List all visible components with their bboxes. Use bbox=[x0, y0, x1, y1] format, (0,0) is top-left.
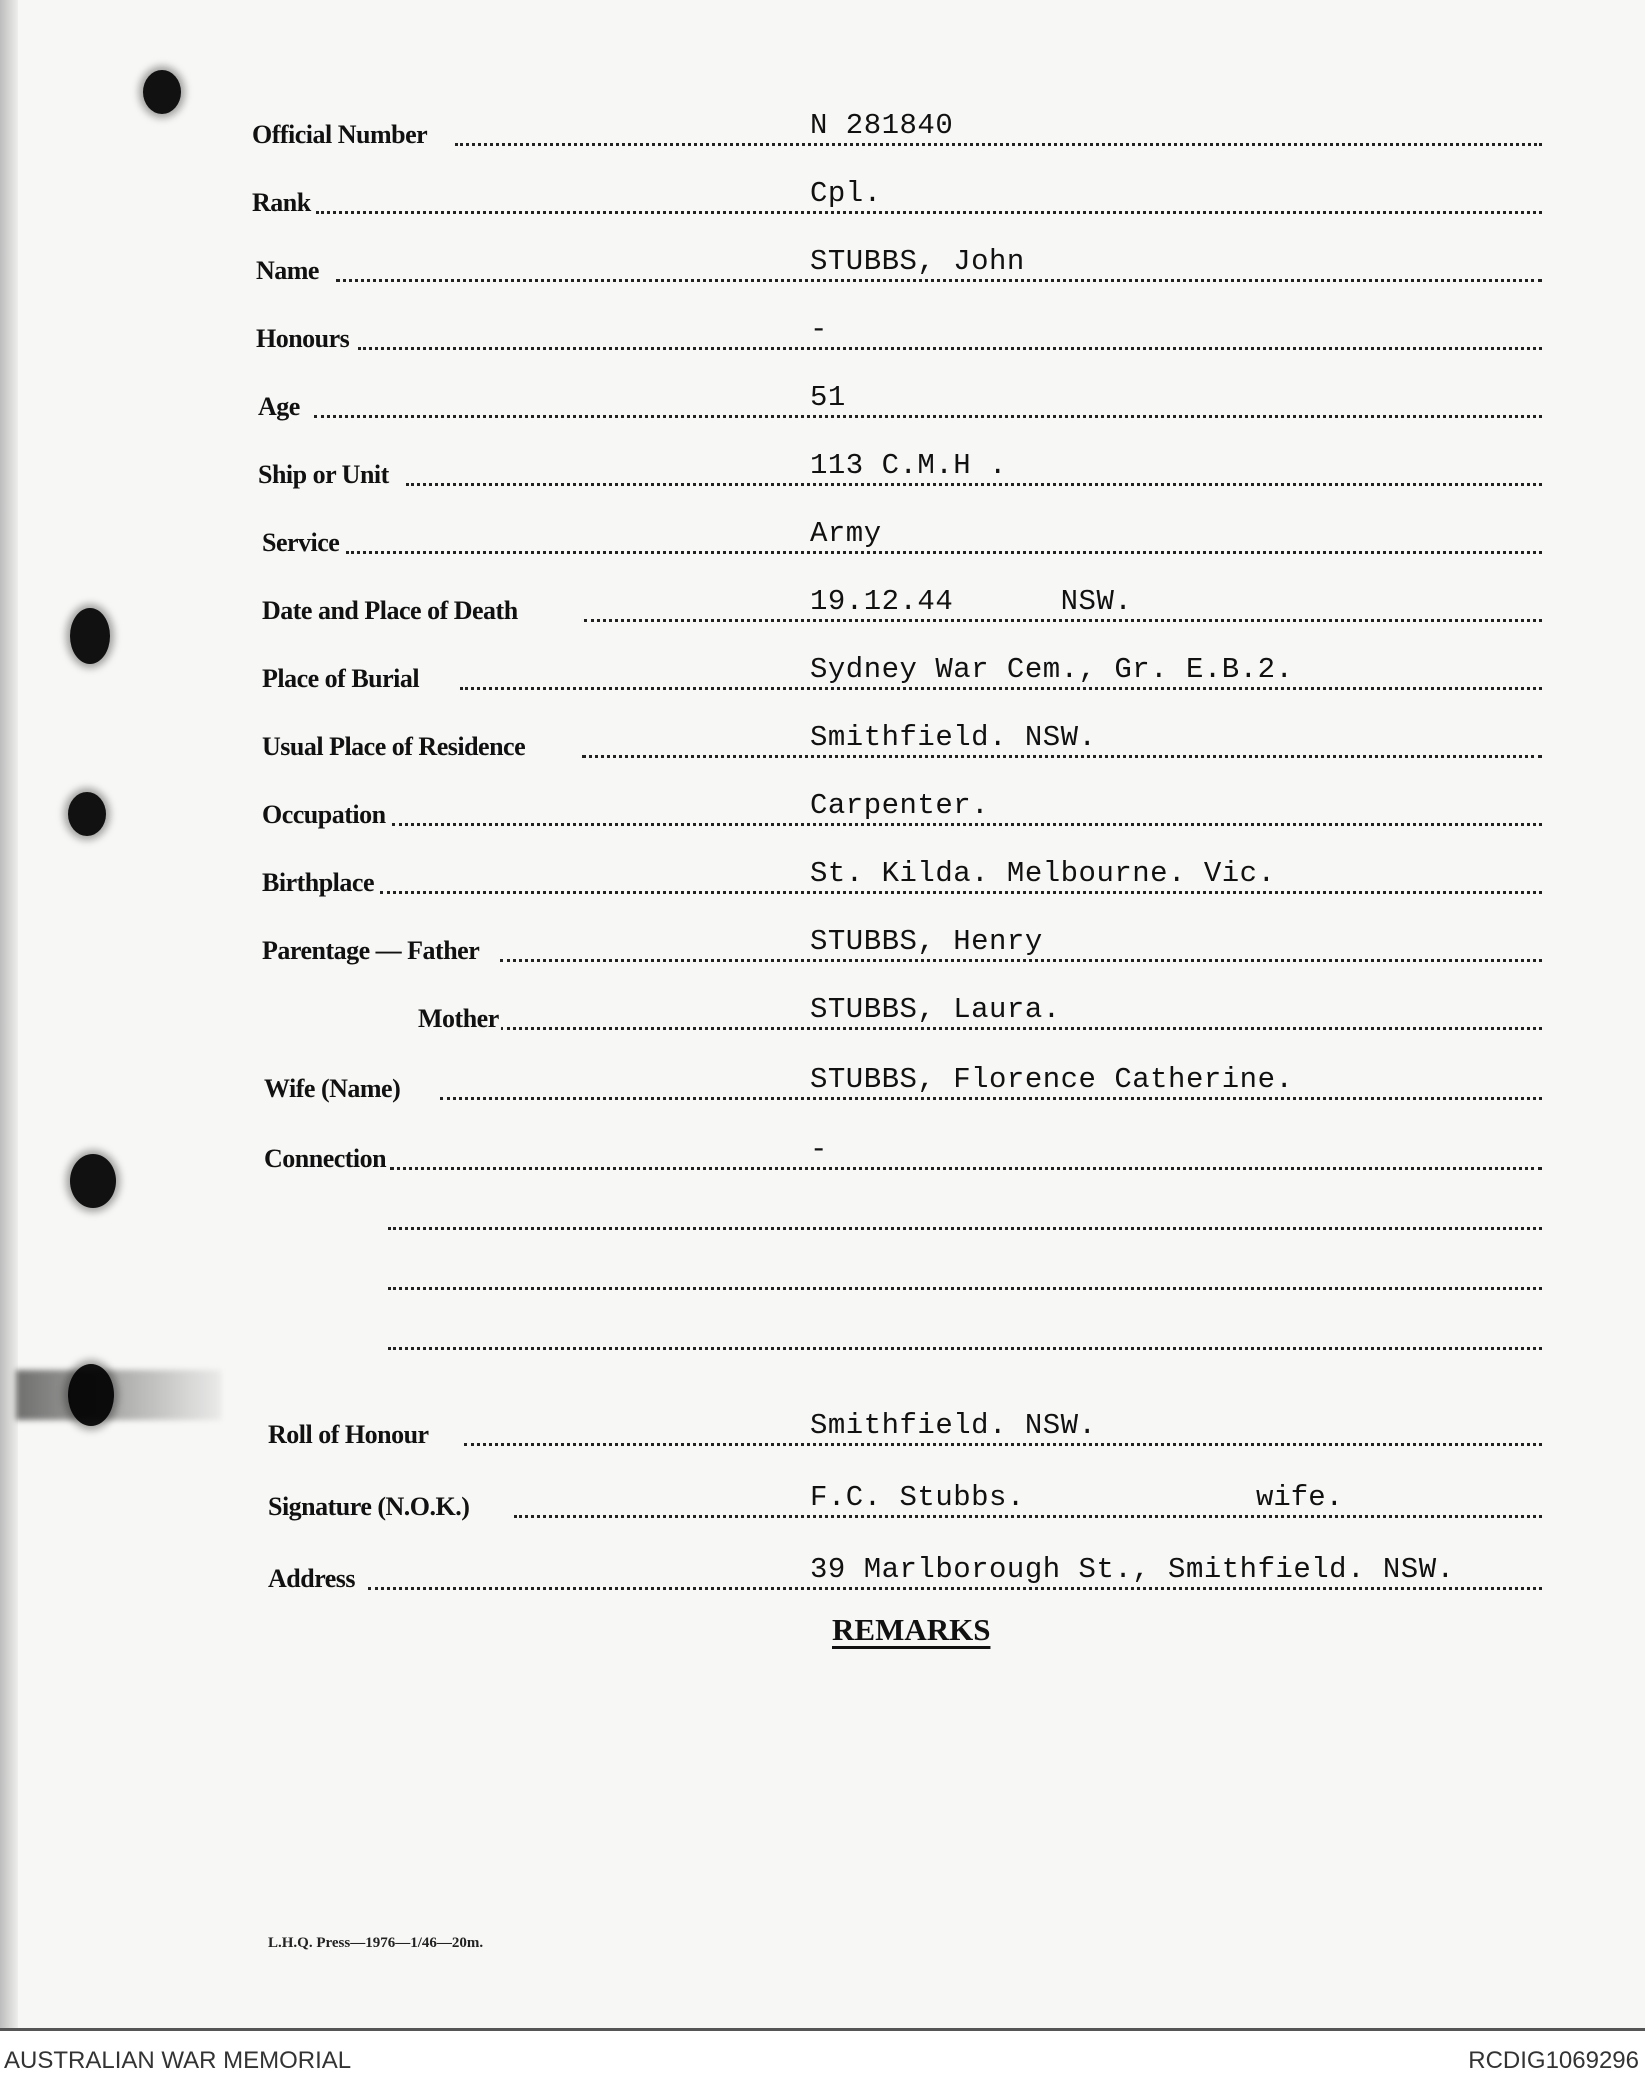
field-label: Signature (N.O.K.) bbox=[268, 1492, 470, 1521]
field-place-of-burial bbox=[0, 653, 1645, 696]
field-value: - bbox=[810, 1133, 828, 1166]
field-connection bbox=[0, 1133, 1645, 1176]
page-bottom-rule bbox=[0, 2028, 1645, 2031]
dotted-line bbox=[390, 1167, 1542, 1170]
field-value: 19.12.44 NSW. bbox=[810, 585, 1133, 618]
field-label: Ship or Unit bbox=[258, 460, 389, 489]
field-label: Place of Burial bbox=[262, 664, 420, 693]
field-value: Smithfield. NSW. bbox=[810, 721, 1097, 754]
field-label: Mother bbox=[418, 1004, 499, 1033]
dotted-line bbox=[455, 143, 1542, 146]
field-label: Honours bbox=[256, 324, 350, 353]
field-label: Parentage — Father bbox=[262, 936, 480, 965]
field-value: - bbox=[810, 313, 828, 346]
field-value: Army bbox=[810, 517, 882, 550]
dotted-line bbox=[316, 211, 1542, 214]
dotted-line bbox=[388, 1227, 1542, 1230]
field-label: Rank bbox=[252, 188, 311, 217]
dotted-line bbox=[582, 755, 1542, 758]
dotted-line bbox=[358, 347, 1542, 350]
dotted-line bbox=[388, 1287, 1542, 1290]
dotted-line bbox=[314, 415, 1542, 418]
connection-extra-line-3 bbox=[0, 1316, 1645, 1356]
field-value: N 281840 bbox=[810, 109, 954, 142]
field-usual-residence bbox=[0, 721, 1645, 764]
field-label: Connection bbox=[264, 1144, 387, 1173]
field-label: Occupation bbox=[262, 800, 386, 829]
field-value: Sydney War Cem., Gr. E.B.2. bbox=[810, 653, 1294, 686]
printer-imprint: L.H.Q. Press—1976—1/46—20m. bbox=[268, 1935, 484, 1951]
dotted-line bbox=[500, 959, 1542, 962]
dotted-line bbox=[584, 619, 1542, 622]
dotted-line bbox=[500, 1027, 1542, 1030]
field-label: Name bbox=[256, 256, 319, 285]
field-value: 113 C.M.H . bbox=[810, 449, 1007, 482]
field-official-number bbox=[0, 109, 1645, 152]
dotted-line bbox=[392, 823, 1542, 826]
connection-extra-line-1 bbox=[0, 1196, 1645, 1236]
field-label: Wife (Name) bbox=[264, 1074, 401, 1103]
dotted-line bbox=[336, 279, 1542, 282]
field-name bbox=[0, 245, 1645, 288]
field-label: Date and Place of Death bbox=[262, 596, 518, 625]
field-birthplace bbox=[0, 857, 1645, 900]
dotted-line bbox=[346, 551, 1542, 554]
field-label: Official Number bbox=[252, 120, 428, 149]
field-value: 39 Marlborough St., Smithfield. NSW. bbox=[810, 1553, 1455, 1586]
field-ship-or-unit bbox=[0, 449, 1645, 492]
dotted-line bbox=[406, 483, 1542, 486]
field-label: Roll of Honour bbox=[268, 1420, 429, 1449]
field-wife bbox=[0, 1063, 1645, 1106]
field-address bbox=[0, 1553, 1645, 1596]
field-value: STUBBS, John bbox=[810, 245, 1025, 278]
field-label: Service bbox=[262, 528, 340, 557]
dotted-line bbox=[368, 1587, 1542, 1590]
dotted-line bbox=[440, 1097, 1542, 1100]
field-rank bbox=[0, 177, 1645, 220]
field-label: Birthplace bbox=[262, 868, 374, 897]
dotted-line bbox=[460, 687, 1542, 690]
field-value: Smithfield. NSW. bbox=[810, 1409, 1097, 1442]
field-date-place-death bbox=[0, 585, 1645, 628]
field-mother bbox=[0, 993, 1645, 1036]
field-label: Usual Place of Residence bbox=[262, 732, 526, 761]
field-value: 51 bbox=[810, 381, 846, 414]
dotted-line bbox=[380, 891, 1542, 894]
field-father bbox=[0, 925, 1645, 968]
field-signature bbox=[0, 1481, 1645, 1524]
dotted-line bbox=[464, 1443, 1542, 1446]
field-service bbox=[0, 517, 1645, 560]
remarks-heading: REMARKS bbox=[832, 1612, 991, 1647]
field-value: F.C. Stubbs. bbox=[810, 1481, 1025, 1514]
connection-extra-line-2 bbox=[0, 1256, 1645, 1296]
field-value-relationship: wife. bbox=[1256, 1481, 1344, 1514]
field-label: Age bbox=[258, 392, 300, 421]
field-value: STUBBS, Laura. bbox=[810, 993, 1061, 1026]
field-occupation bbox=[0, 789, 1645, 832]
footer-source: AUSTRALIAN WAR MEMORIAL bbox=[4, 2047, 352, 2074]
field-age bbox=[0, 381, 1645, 424]
field-value: STUBBS, Henry bbox=[810, 925, 1043, 958]
dotted-line bbox=[388, 1347, 1542, 1350]
field-roll-of-honour bbox=[0, 1409, 1645, 1452]
field-value: STUBBS, Florence Catherine. bbox=[810, 1063, 1294, 1096]
field-value: Cpl. bbox=[810, 177, 882, 210]
dotted-line bbox=[514, 1515, 1542, 1518]
field-honours bbox=[0, 313, 1645, 356]
field-value: St. Kilda. Melbourne. Vic. bbox=[810, 857, 1276, 890]
footer-record-id: RCDIG1069296 bbox=[1468, 2047, 1639, 2074]
punch-hole-1 bbox=[143, 70, 181, 114]
field-label: Address bbox=[268, 1564, 356, 1593]
field-value: Carpenter. bbox=[810, 789, 990, 822]
